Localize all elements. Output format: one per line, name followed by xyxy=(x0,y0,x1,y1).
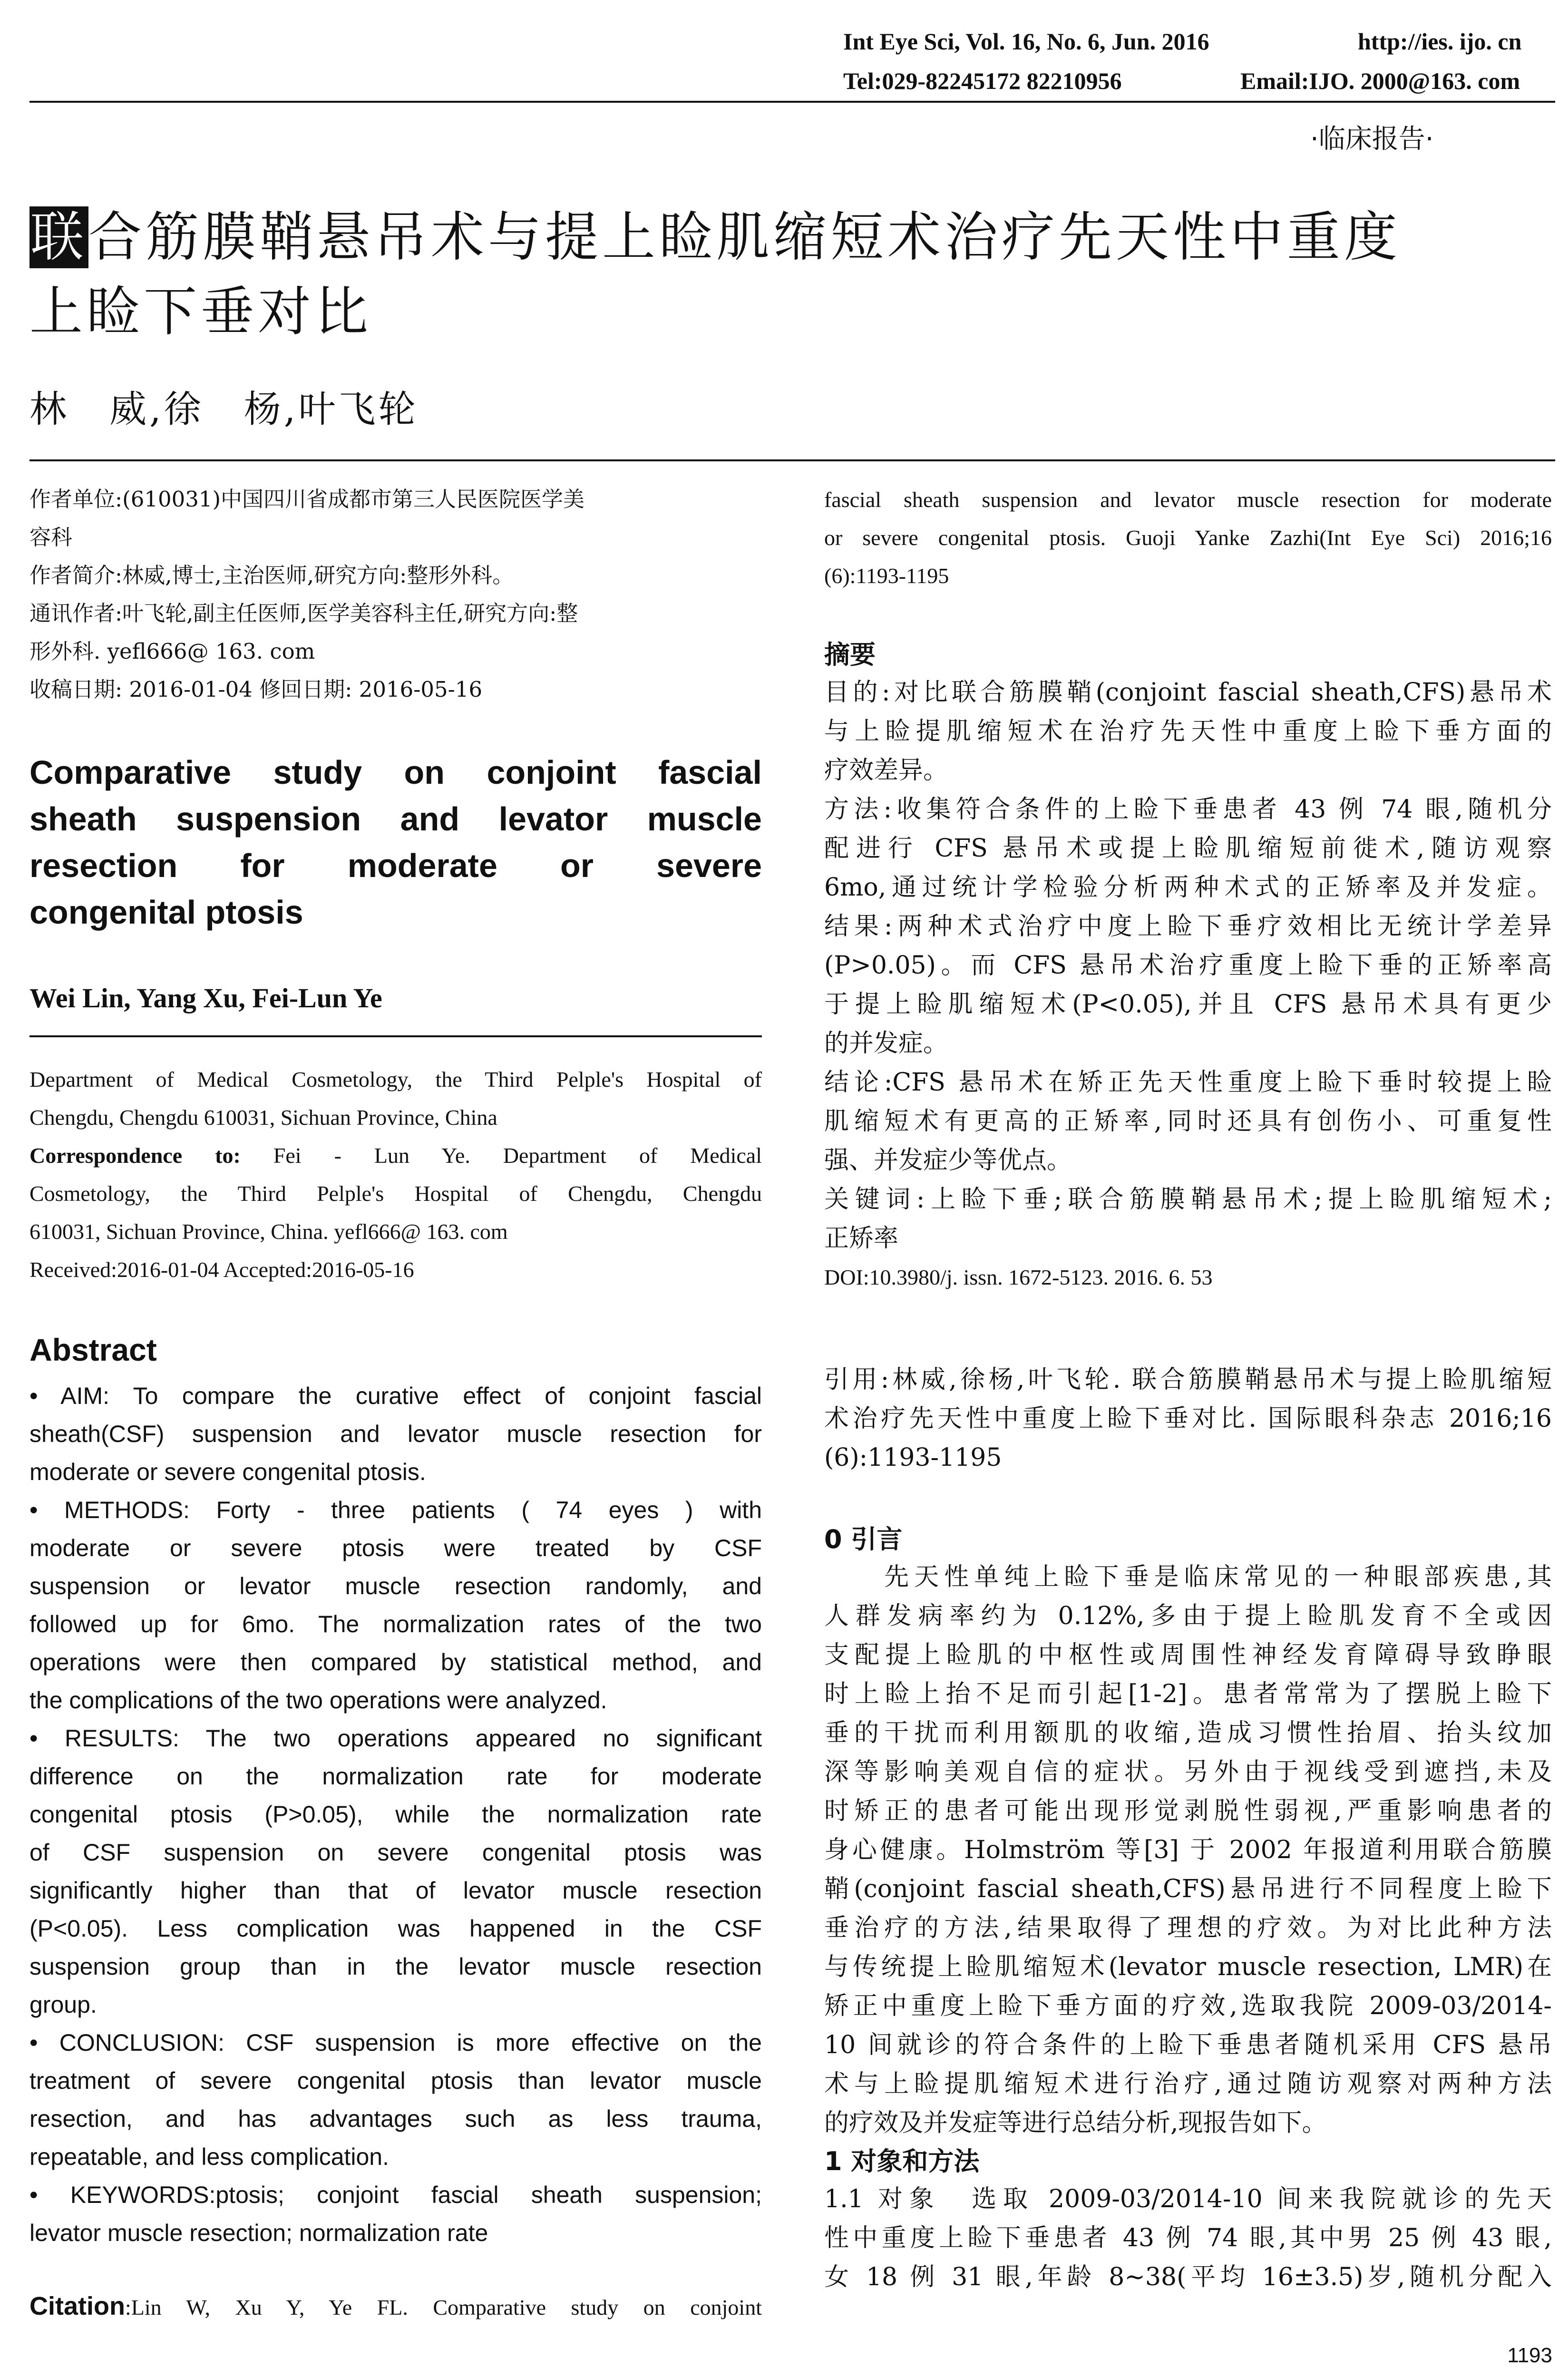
intro-line: 先天性单纯上睑下垂是临床常见的一种眼部疾患,其 xyxy=(824,1563,1552,1591)
author-note-line: 作者简介:林威,博士,主治医师,研究方向:整形外科。 xyxy=(29,563,514,588)
title-first-char: 联 xyxy=(30,206,88,268)
summary-line: 的并发症。 xyxy=(824,1029,948,1058)
intro-line: 与传统提上睑肌缩短术(levator muscle resection, LMR)在 xyxy=(824,1953,1552,1981)
citation-line xyxy=(29,2293,762,2319)
intro-line: 人群发病率约为 0.12%,多由于提上睑肌发育不全或因 xyxy=(824,1602,1552,1630)
abstract-line: repeatable, and less complication. xyxy=(29,2143,390,2170)
abstract-line: congenital ptosis (P>0.05), while the normalization rate xyxy=(29,1801,762,1828)
summary-line: 强、并发症少等优点。 xyxy=(824,1146,1072,1175)
keywords-line: 正矫率 xyxy=(824,1224,899,1253)
intro-line: 深等影响美观自信的症状。另外由于视线受到遮挡,未及 xyxy=(824,1758,1552,1786)
cite-cn-line: (6):1193-1195 xyxy=(824,1443,1002,1472)
summary-line: 肌缩短术有更高的正矫率,同时还具有创伤小、可重复性 xyxy=(824,1107,1552,1136)
summary-line: 与上睑提肌缩短术在治疗先天性中重度上睑下垂方面的 xyxy=(824,717,1552,746)
citation-text: :Lin W, Xu Y, Ye FL. Comparative study on conjoint xyxy=(125,2295,762,2319)
author-note-line: 形外科. yefl666@ 163. com xyxy=(29,639,315,664)
header-rule xyxy=(29,101,1555,103)
methods-line: 1.1 对象 选取 2009-03/2014-10 间来我院就诊的先天 xyxy=(824,2185,1552,2213)
summary-line: 疗效差异。 xyxy=(824,756,948,785)
authors-chinese: 林 威,徐 杨,叶飞轮 xyxy=(29,388,419,431)
author-note-line: 收稿日期: 2016-01-04 修回日期: 2016-05-16 xyxy=(29,677,483,702)
authors-english: Wei Lin, Yang Xu, Fei-Lun Ye xyxy=(29,983,382,1013)
abstract-line: the complications of the two operations were analyzed. xyxy=(29,1687,607,1714)
summary-line: 结果:两种术式治疗中度上睑下垂疗效相比无统计学差异 xyxy=(824,912,1552,941)
title-rule xyxy=(29,459,1555,461)
correspondence-label: Correspondence to: xyxy=(29,1143,241,1168)
author-note-line: 容科 xyxy=(29,525,73,550)
correspondence-text: Fei - Lun Ye. Department of Medical xyxy=(240,1143,762,1168)
doi-line[interactable]: DOI:10.3980/j. issn. 1672-5123. 2016. 6. 53 xyxy=(824,1265,1213,1289)
intro-line: 垂治疗的方法,结果取得了理想的疗效。为对比此种方法 xyxy=(824,1914,1552,1942)
authors-rule xyxy=(29,1035,762,1037)
abstract-line: • RESULTS: The two operations appeared no significant xyxy=(29,1725,762,1752)
abstract-line: operations were then compared by statistical method, and xyxy=(29,1649,762,1676)
intro-line: 术与上睑提肌缩短术进行治疗,通过随访观察对两种方法 xyxy=(824,2070,1552,2098)
abstract-line: • CONCLUSION: CSF suspension is more effective on the xyxy=(29,2029,762,2056)
abstract-line: resection, and has advantages such as less trauma, xyxy=(29,2105,762,2132)
affiliation-line: Chengdu, Chengdu 610031, Sichuan Province, China xyxy=(29,1105,497,1130)
correspondence-line[interactable]: 610031, Sichuan Province, China. yefl666@ 163. com xyxy=(29,1219,508,1244)
abstract-line: treatment of severe congenital ptosis than levator muscle xyxy=(29,2067,762,2094)
summary-line: 配进行 CFS 悬吊术或提上睑肌缩短前徙术,随访观察 xyxy=(824,834,1552,863)
summary-heading: 摘要 xyxy=(824,640,876,670)
methods-line: 女 18 例 31 眼,年龄 8~38(平均 16±3.5)岁,随机分配入 xyxy=(824,2263,1552,2291)
correspondence-line xyxy=(29,1137,762,1175)
abstract-line: moderate or severe congenital ptosis. xyxy=(29,1459,426,1485)
journal-tel: Tel:029-82245172 82210956 xyxy=(843,68,1122,94)
abstract-line: suspension or levator muscle resection randomly, and xyxy=(29,1573,762,1599)
section-label: ·临床报告· xyxy=(1310,124,1434,155)
methods-line: 性中重度上睑下垂患者 43 例 74 眼,其中男 25 例 43 眼, xyxy=(824,2224,1552,2252)
abstract-line: group. xyxy=(29,1991,97,2018)
cite-cn-line: 术治疗先天性中重度上睑下垂对比. 国际眼科杂志 2016;16 xyxy=(824,1404,1552,1433)
intro-line: 鞘(conjoint fascial sheath,CFS)悬吊进行不同程度上睑下 xyxy=(824,1875,1552,1903)
intro-heading: 0 引言 xyxy=(824,1524,903,1554)
abstract-heading: Abstract xyxy=(29,1332,157,1367)
summary-line: 6mo,通过统计学检验分析两种术式的正矫率及并发症。 xyxy=(824,873,1552,902)
english-title-line: resection for moderate or severe xyxy=(29,847,762,884)
author-note-line: 作者单位:(610031)中国四川省成都市第三人民医院医学美 xyxy=(29,487,585,512)
author-note-line: 通讯作者:叶飞轮,副主任医师,医学美容科主任,研究方向:整 xyxy=(29,601,578,626)
abstract-line: • METHODS: Forty - three patients ( 74 eyes ) with xyxy=(29,1497,762,1523)
intro-line: 支配提上睑肌的中枢性或周围性神经发育障碍导致睁眼 xyxy=(824,1641,1552,1669)
intro-line: 的疗效及并发症等进行总结分析,现报告如下。 xyxy=(824,2109,1327,2137)
abstract-line: sheath(CSF) suspension and levator muscle resection for xyxy=(29,1421,762,1447)
intro-line: 矫正中重度上睑下垂方面的疗效,选取我院 2009-03/2014- xyxy=(824,1992,1552,2020)
summary-line: 于提上睑肌缩短术(P<0.05),并且 CFS 悬吊术具有更少 xyxy=(824,990,1552,1019)
english-title-line: congenital ptosis xyxy=(29,894,303,931)
journal-email[interactable]: Email:IJO. 2000@163. com xyxy=(1240,68,1520,94)
citation-label: Citation xyxy=(29,2292,125,2320)
journal-issue: Int Eye Sci, Vol. 16, No. 6, Jun. 2016 xyxy=(843,28,1209,55)
title-line1-text: 合筋膜鞘悬吊术与提上睑肌缩短术治疗先天性中重度 xyxy=(88,206,1401,268)
abstract-line: moderate or severe ptosis were treated by CSF xyxy=(29,1535,762,1561)
journal-url[interactable]: http://ies. ijo. cn xyxy=(1358,28,1522,55)
abstract-line: • KEYWORDS:ptosis; conjoint fascial sheath suspension; xyxy=(29,2182,762,2208)
intro-line: 时上睑上抬不足而引起[1-2]。患者常常为了摆脱上睑下 xyxy=(824,1680,1552,1708)
cite-cn-line: 引用:林威,徐杨,叶飞轮. 联合筋膜鞘悬吊术与提上睑肌缩短 xyxy=(824,1365,1552,1394)
intro-line: 身心健康。Holmström 等[3] 于 2002 年报道利用联合筋膜 xyxy=(824,1836,1552,1864)
intro-line: 10 间就诊的符合条件的上睑下垂患者随机采用 CFS 悬吊 xyxy=(824,2031,1552,2059)
citation-continuation: (6):1193-1195 xyxy=(824,564,949,588)
intro-line: 时矫正的患者可能出现形觉剥脱性弱视,严重影响患者的 xyxy=(824,1797,1552,1825)
abstract-line: • AIM: To compare the curative effect of conjoint fascial xyxy=(29,1383,762,1409)
intro-line: 垂的干扰而利用额肌的收缩,造成习惯性抬眉、抬头纹加 xyxy=(824,1719,1552,1747)
abstract-line: levator muscle resection; normalization rate xyxy=(29,2220,488,2246)
paper-title-line-1 xyxy=(29,206,1401,268)
correspondence-line: Cosmetology, the Third Pelple's Hospital of Chengdu, Chengdu xyxy=(29,1181,762,1206)
english-title-line: sheath suspension and levator muscle xyxy=(29,800,762,838)
summary-line: (P>0.05)。而 CFS 悬吊术治疗重度上睑下垂的正矫率高 xyxy=(824,951,1552,980)
abstract-line: suspension group than in the levator muscle resection xyxy=(29,1953,762,1980)
summary-line: 目的:对比联合筋膜鞘(conjoint fascial sheath,CFS)悬吊术 xyxy=(824,678,1552,707)
page-number: 1193 xyxy=(1507,2344,1552,2367)
summary-line: 结论:CFS 悬吊术在矫正先天性重度上睑下垂时较提上睑 xyxy=(824,1068,1552,1097)
paper-title-line-2: 上睑下垂对比 xyxy=(29,281,372,343)
affiliation-line: Department of Medical Cosmetology, the Third Pelple's Hospital of xyxy=(29,1067,762,1091)
citation-continuation: or severe congenital ptosis. Guoji Yanke Zazhi(Int Eye Sci) 2016;16 xyxy=(824,526,1552,550)
abstract-line: difference on the normalization rate for moderate xyxy=(29,1763,762,1790)
abstract-line: (P<0.05). Less complication was happened in the CSF xyxy=(29,1915,762,1942)
abstract-line: of CSF suspension on severe congenital ptosis was xyxy=(29,1839,762,1866)
summary-line: 方法:收集符合条件的上睑下垂患者 43 例 74 眼,随机分 xyxy=(824,795,1552,824)
received-accepted-dates: Received:2016-01-04 Accepted:2016-05-16 xyxy=(29,1257,414,1282)
abstract-line: significantly higher than that of levator muscle resection xyxy=(29,1877,762,1904)
abstract-line: followed up for 6mo. The normalization rates of the two xyxy=(29,1611,762,1637)
methods-heading: 1 对象和方法 xyxy=(824,2146,980,2176)
citation-continuation: fascial sheath suspension and levator muscle resection for moderate xyxy=(824,487,1552,512)
keywords-line: 关键词:上睑下垂;联合筋膜鞘悬吊术;提上睑肌缩短术; xyxy=(824,1185,1552,1214)
english-title-line: Comparative study on conjoint fascial xyxy=(29,754,762,791)
